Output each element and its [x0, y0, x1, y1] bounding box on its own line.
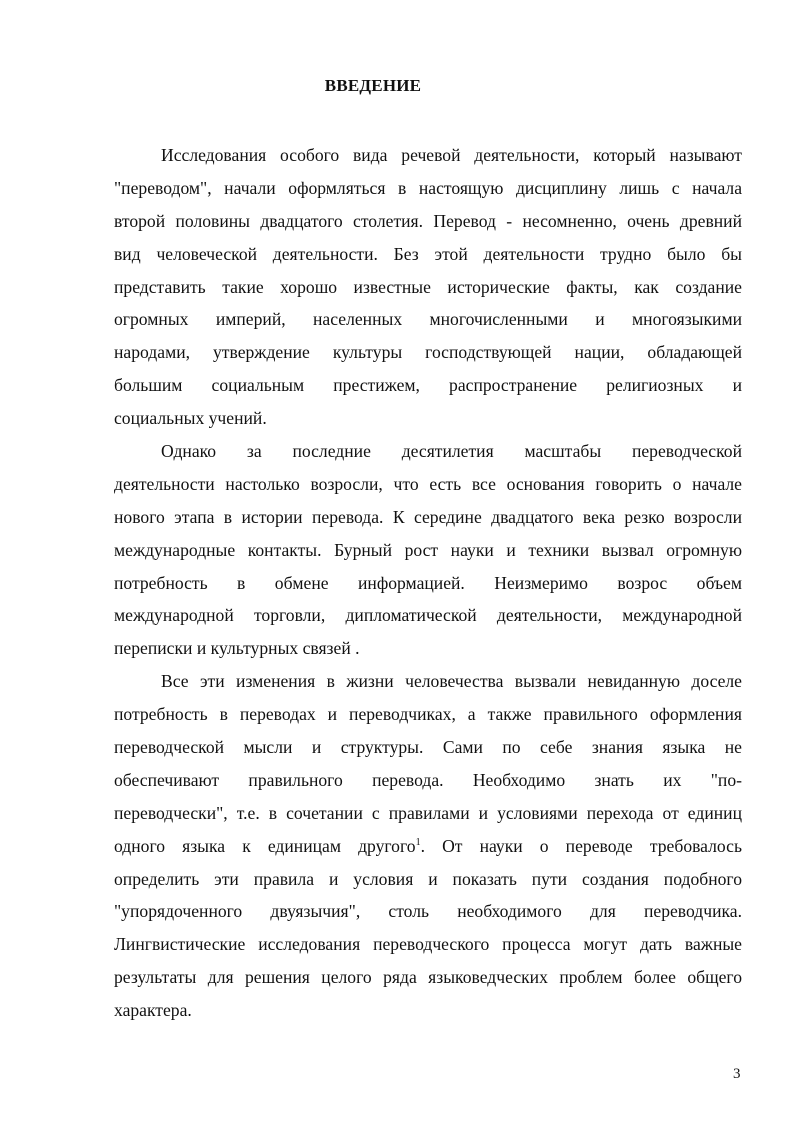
text-line: Лингвистические исследования переводческого процесса могут дать важные — [114, 934, 742, 955]
text-line: второй половины двадцатого столетия. Перевод - несомненно, очень древний — [114, 210, 742, 231]
text-line: обеспечивают правильного перевода. Необходимо знать их "по- — [114, 769, 742, 790]
text-line: вид человеческой деятельности. Без этой деятельности трудно было бы — [114, 243, 742, 264]
text-segment: . От науки о переводе требовалось — [420, 835, 742, 856]
page-number: 3 — [733, 1066, 741, 1082]
text-line: Исследования особого вида речевой деятельности, который называют — [161, 145, 742, 165]
text-line: переводческой мысли и структуры. Сами по себе знания языка не — [114, 737, 742, 758]
text-line: деятельности настолько возросли, что есть все основания говорить о начале — [114, 473, 742, 494]
document-title: ВВЕДЕНИЕ — [324, 76, 422, 95]
text-line-with-footnote — [114, 830, 742, 863]
text-line: огромных империй, населенных многочисленными и многоязыкими — [114, 309, 742, 330]
footnote-reference: 1 — [415, 836, 421, 848]
text-line: народами, утверждение культуры господствующей нации, обладающей — [114, 342, 742, 363]
text-segment: одного языка к единицам другого — [114, 835, 416, 856]
text-line: представить такие хорошо известные исторические факты, как создание — [114, 276, 742, 297]
text-line: большим социальным престижем, распространение религиозных и — [114, 375, 742, 396]
text-line: потребность в обмене информацией. Неизмеримо возрос объем — [114, 572, 742, 593]
text-line: Все эти изменения в жизни человечества вызвали невиданную доселе — [161, 671, 742, 692]
text-line: Однако за последние десятилетия масштабы переводческой — [161, 441, 742, 462]
text-line: нового этапа в истории перевода. К середине двадцатого века резко возросли — [114, 506, 742, 527]
document-body — [114, 139, 742, 1027]
text-line: международные контакты. Бурный рост науки и техники вызвал огромную — [114, 539, 742, 560]
text-line: социальных учений. — [114, 408, 267, 429]
text-line: международной торговли, дипломатической деятельности, международной — [114, 605, 742, 626]
text-line: переписки и культурных связей . — [114, 638, 360, 659]
text-line: результаты для решения целого ряда языковедческих проблем более общего — [114, 967, 742, 988]
text-line: потребность в переводах и переводчиках, а также правильного оформления — [114, 704, 742, 725]
text-line: переводчески", т.е. в сочетании с правилами и условиями перехода от единиц — [114, 802, 742, 823]
text-line: "переводом", начали оформляться в настоящую дисциплину лишь с начала — [114, 177, 742, 198]
text-line: характера. — [114, 1000, 192, 1021]
text-line: "упорядоченного двуязычия", столь необходимого для переводчика. — [114, 901, 742, 922]
text-line: определить эти правила и условия и показать пути создания подобного — [114, 868, 742, 889]
